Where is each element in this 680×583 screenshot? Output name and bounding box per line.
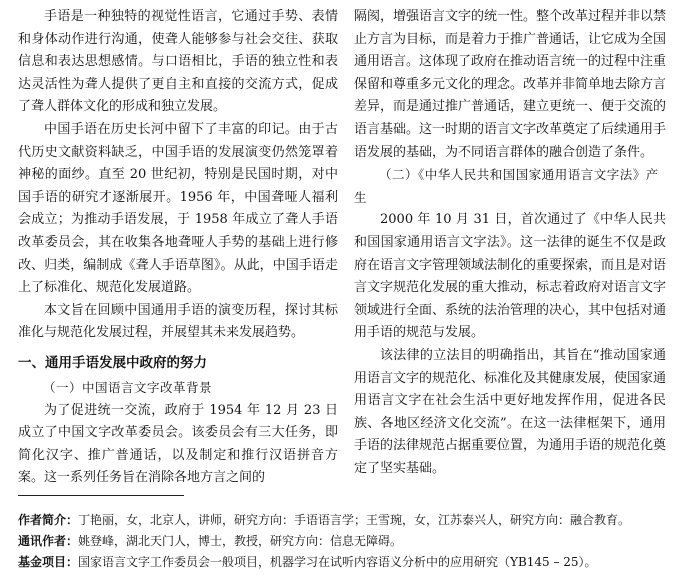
corresponding-footnote — [18, 531, 668, 552]
author-label: 作者简介： — [18, 513, 79, 527]
subsection-1-paragraph: 为了促进统一交流，政府于 1954 年 12 月 23 日成立了中国文字改革委员会。该委员会有三大任务，即简化汉字、推广普通话，以及制定和推行汉语拼音方案。这一系列任务旨在消除各地方言之间的 — [18, 402, 338, 486]
author-text: 丁艳丽，女，北京人，讲师，研究方向：手语语言学；王雪琬，女，江苏泰兴人，研究方向：融合教育。 — [78, 513, 631, 527]
left-column — [18, 6, 338, 490]
intro-paragraph-2: 中国手语在历史长河中留下了丰富的印记。由于古代历史文献资料缺乏，中国手语的发展演变仍然笼罩着神秘的面纱。直至 20 世纪初，特别是民国时期，对中国手语的研究才逐渐展开。1956 年，中国聋哑人福利会成立；为推动手语发展，于 1958 年成立了聋人手语改革委员会，其在收集各地聋哑人手势的基础上进行修改、归类，编制成《聋人手语草图》。从此，中国手语走上了标准化、规范化发展道路。 — [18, 121, 338, 296]
law-paragraph-1: 2000 年 10 月 31 日，首次通过了《中华人民共和国国家通用语言文字法》。这一法律的诞生不仅是政府在语言文字管理领域法制化的重要探索，而且是对语言文字规范化发展的重大推动，标志着政府对语言文字领域进行全面、系统的法治管理的决心，其中包括对通用手语的规范与发展。 — [354, 212, 667, 341]
author-footnote — [18, 510, 668, 531]
fund-label: 基金项目： — [18, 555, 79, 569]
right-column — [354, 6, 666, 480]
fund-text: 国家语言文字工作委员会一般项目，机器学习在试听内容语义分析中的应用研究（YB145 – 25）。 — [78, 555, 597, 569]
intro-paragraph-1: 手语是一种独特的视觉性语言，它通过手势、表情和身体动作进行沟通，使聋人能够参与社会交往、获取信息和表达思想感情。与口语相比，手语的独立性和表达灵活性为聋人提供了更自主和直接的交流方式，促成了聋人群体文化的形成和独立发展。 — [18, 9, 338, 115]
corresponding-text: 姚登峰，湖北天门人，博士，教授，研究方向：信息无障碍。 — [78, 534, 403, 548]
footnotes — [18, 510, 668, 573]
footnote-divider — [18, 495, 184, 496]
intro-paragraph-3: 本文旨在回顾中国通用手语的演变历程，探讨其标准化与规范化发展过程，并展望其未来发展趋势。 — [18, 302, 338, 341]
law-paragraph-2: 该法律的立法目的明确指出，其旨在“推动国家通用语言文字的规范化、标准化及其健康发展，使国家通用语言文字在社会生活中更好地发挥作用，促进各民族、各地区经济文化交流”。在这一法律框架下，通用手语的法律规范占据重要位置，为通用手语的规范化奠定了坚实基础。 — [354, 347, 667, 476]
section-heading: 一、通用手语发展中政府的努力 — [18, 354, 207, 371]
subsection-1-heading: （一）中国语言文字改革背景 — [43, 379, 213, 395]
fund-footnote — [18, 552, 668, 573]
subsection-2-heading: （二）《中华人民共和国国家通用语言文字法》产生 — [354, 167, 659, 205]
corresponding-label: 通讯作者： — [18, 534, 79, 548]
continuation-paragraph: 隔阂，增强语言文字的统一性。整个改革过程并非以禁止方言为目标，而是着力于推广普通话，让它成为全国通用语言。这体现了政府在推动语言统一的过程中注重保留和尊重多元文化的理念。改革并非简单地去除方言差异，而是通过推广普通话，建立更统一、便于交流的语言基础。这一时期的语言文字改革奠定了后续通用手语发展的基础，为不同语言群体的融合创造了条件。 — [354, 9, 667, 160]
